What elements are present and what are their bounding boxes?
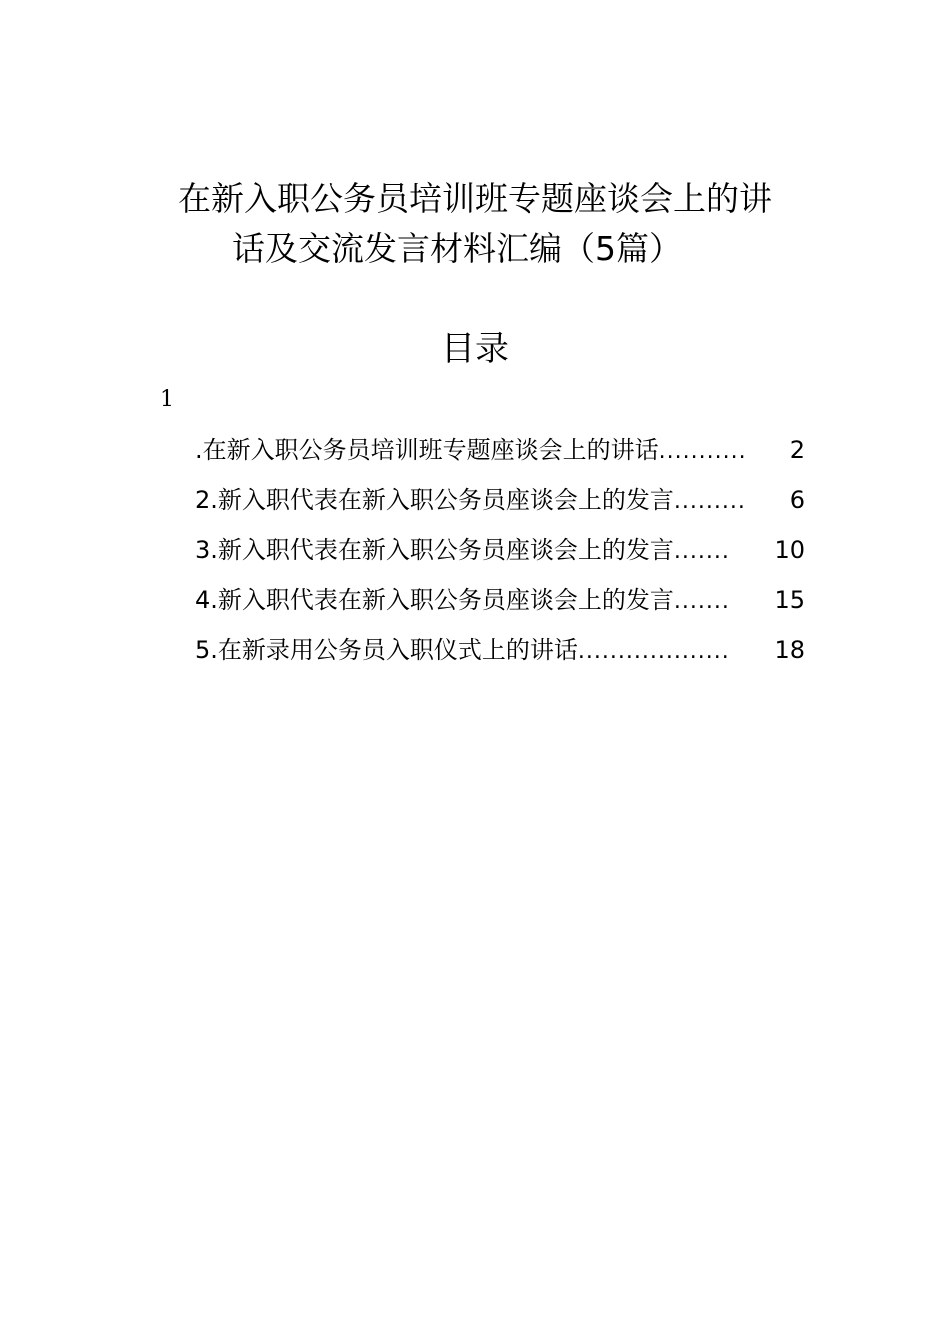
toc-entry[interactable]	[195, 432, 805, 482]
toc-entry-title: 5.在新录用公务员入职仪式上的讲话	[195, 636, 578, 664]
toc-entry[interactable]	[195, 532, 805, 582]
stray-list-number: 1	[160, 387, 174, 412]
table-of-contents	[195, 432, 805, 682]
toc-entry[interactable]	[195, 582, 805, 632]
toc-dot-leader: .........	[673, 489, 746, 514]
toc-entry-title: 3.新入职代表在新入职公务员座谈会上的发言	[195, 536, 674, 564]
toc-dot-leader: ...........	[658, 439, 747, 464]
toc-page-number: 6	[789, 486, 805, 514]
toc-heading: 目录	[441, 329, 509, 369]
toc-entry[interactable]	[195, 482, 805, 532]
document-title-line-2: 话及交流发言材料汇编（5篇）	[232, 229, 682, 268]
document-title	[0, 174, 950, 274]
toc-dot-leader: ...................	[577, 639, 730, 664]
toc-entry[interactable]	[195, 632, 805, 682]
toc-page-number: 15	[774, 586, 805, 614]
toc-page-number: 10	[774, 536, 805, 564]
toc-dot-leader: .......	[673, 589, 730, 614]
toc-page-number: 2	[789, 436, 805, 464]
document-title-line-1: 在新入职公务员培训班专题座谈会上的讲	[178, 179, 772, 218]
toc-entry-title: 2.新入职代表在新入职公务员座谈会上的发言	[195, 486, 674, 514]
toc-dot-leader: .......	[673, 539, 730, 564]
toc-page-number: 18	[774, 636, 805, 664]
toc-entry-title: 4.新入职代表在新入职公务员座谈会上的发言	[195, 586, 674, 614]
toc-entry-title: .在新入职公务员培训班专题座谈会上的讲话	[195, 436, 659, 464]
